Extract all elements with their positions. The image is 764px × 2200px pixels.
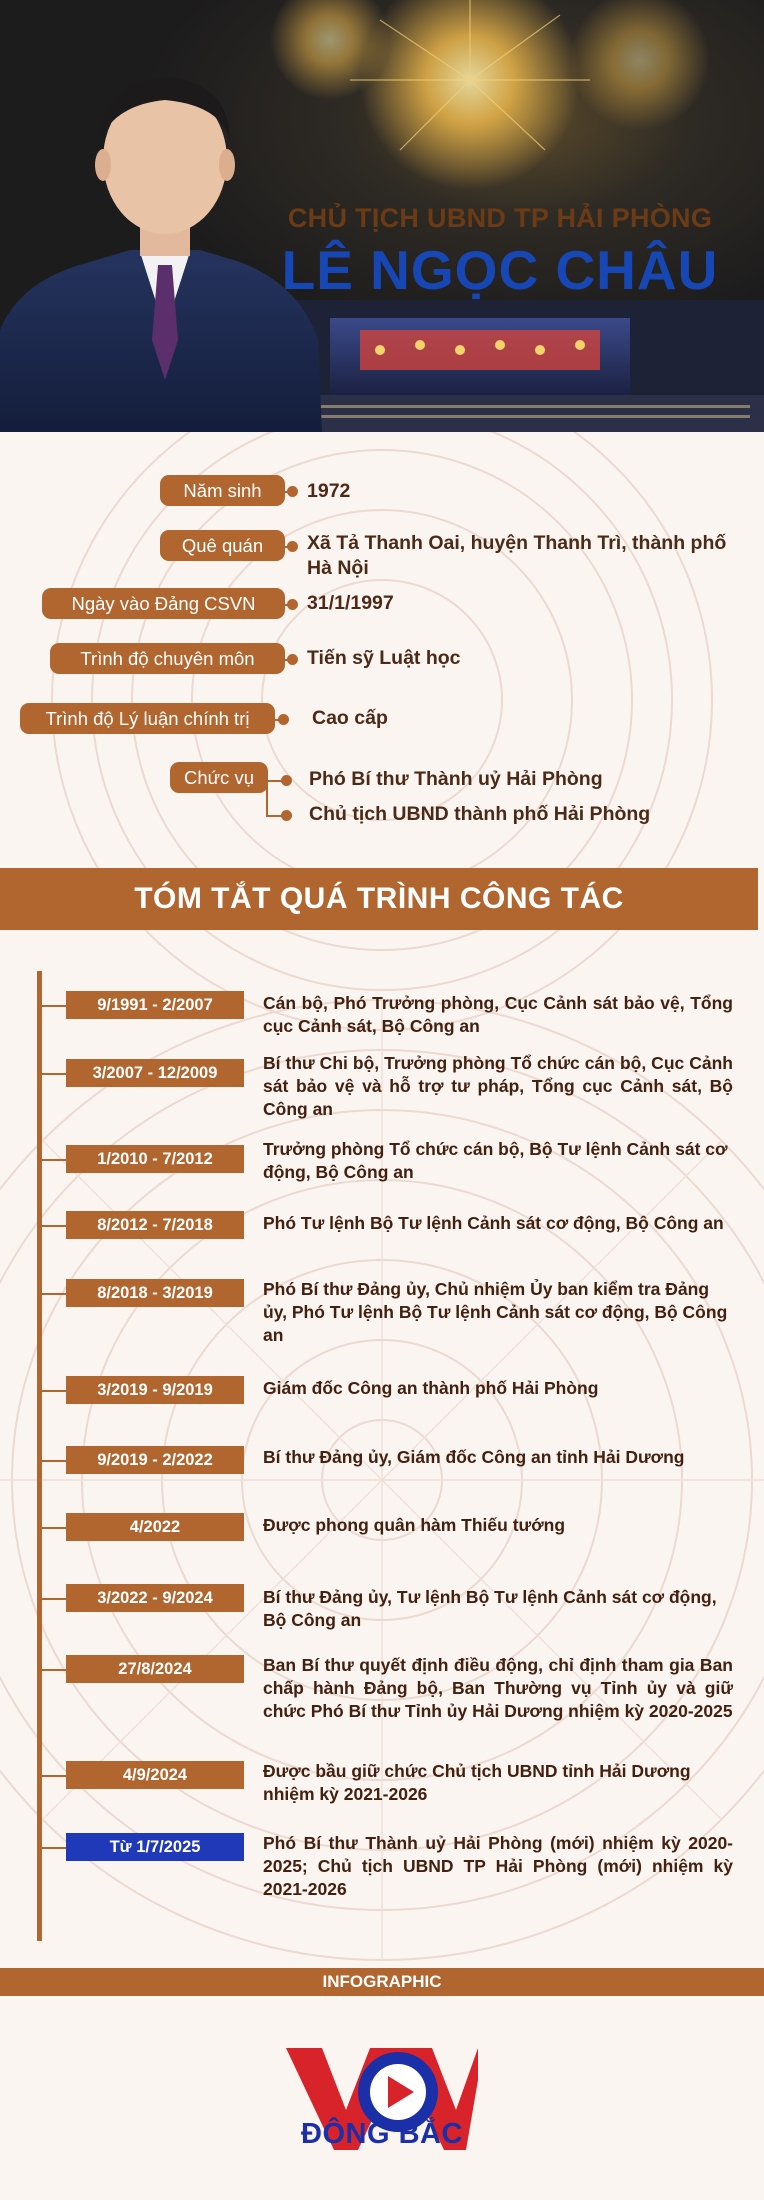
header-title-name: LÊ NGỌC CHÂU	[281, 239, 719, 301]
timeline-axis	[37, 971, 42, 1941]
timeline-connector	[42, 1775, 66, 1777]
timeline-date: 3/2019 - 9/2019	[66, 1376, 244, 1404]
timeline-text: Ban Bí thư quyết định điều động, chỉ định tham gia Ban chấp hành Đảng bộ, Ban Thường vụ Tỉnh ủy và giữ chức Phó Bí thư Tỉnh ủy Hải Dương nhiệm kỳ 2020-2025	[263, 1655, 733, 1721]
label-political-theory: Trình độ Lý luận chính trị	[20, 703, 275, 734]
timeline-date: 27/8/2024	[66, 1655, 244, 1683]
footer-bar	[0, 1968, 764, 1996]
infographic-label: INFOGRAPHIC	[322, 1972, 442, 1991]
timeline-date: 1/2010 - 7/2012	[66, 1145, 244, 1173]
value-education: Tiến sỹ Luật học	[307, 647, 461, 669]
bullet-dot	[287, 654, 298, 665]
value-party-join-date: 31/1/1997	[307, 592, 394, 614]
timeline-date-current: Từ 1/7/2025	[66, 1833, 244, 1861]
timeline-text: Được phong quân hàm Thiếu tướng	[263, 1515, 566, 1535]
timeline-text: Giám đốc Công an thành phố Hải Phòng	[263, 1378, 599, 1398]
bullet-dot	[281, 775, 292, 786]
timeline-connector	[42, 1669, 66, 1671]
timeline-connector	[42, 1527, 66, 1529]
timeline-text: Bí thư Đảng ủy, Giám đốc Công an tỉnh Hải Dương	[263, 1447, 685, 1467]
section-title: TÓM TẮT QUÁ TRÌNH CÔNG TÁC	[134, 882, 624, 915]
brand-subtitle: ĐÔNG BẮC	[301, 2118, 463, 2150]
timeline-date: 3/2022 - 9/2024	[66, 1584, 244, 1612]
timeline-connector	[42, 1159, 66, 1161]
timeline-text: Trưởng phòng Tổ chức cán bộ, Bộ Tư lệnh Cảnh sát cơ động, Bộ Công an	[263, 1139, 728, 1182]
value-political-theory: Cao cấp	[312, 707, 388, 729]
timeline-date: 9/1991 - 2/2007	[66, 991, 244, 1019]
timeline-connector	[42, 1073, 66, 1075]
timeline-date: 8/2012 - 7/2018	[66, 1211, 244, 1239]
value-position-2: Chủ tịch UBND thành phố Hải Phòng	[309, 803, 651, 825]
header-banner	[0, 0, 764, 432]
label-positions: Chức vụ	[170, 762, 268, 793]
timeline-text: Bí thư Chi bộ, Trưởng phòng Tổ chức cán bộ, Cục Cảnh sát bảo vệ và hỗ trợ tư pháp, Tổng cục Cảnh sát, Bộ Công an	[263, 1053, 733, 1119]
value-birth-year: 1972	[307, 480, 351, 502]
timeline-date: 4/9/2024	[66, 1761, 244, 1789]
timeline-connector	[42, 1598, 66, 1600]
timeline-connector	[42, 1225, 66, 1227]
timeline-connector	[42, 1293, 66, 1295]
timeline-text: Được bầu giữ chức Chủ tịch UBND tỉnh Hải Dương nhiệm kỳ 2021-2026	[263, 1761, 691, 1804]
bullet-dot	[281, 810, 292, 821]
bullet-dot	[278, 714, 289, 725]
timeline-date: 9/2019 - 2/2022	[66, 1446, 244, 1474]
value-position-1: Phó Bí thư Thành uỷ Hải Phòng	[309, 768, 603, 790]
section-banner	[0, 868, 758, 930]
header-title-position: CHỦ TỊCH UBND TP HẢI PHÒNG	[287, 203, 713, 233]
value-hometown-line2: Hà Nội	[307, 557, 369, 579]
label-party-join-date: Ngày vào Đảng CSVN	[42, 588, 285, 619]
bullet-dot	[287, 541, 298, 552]
timeline-connector	[42, 1390, 66, 1392]
timeline-connector	[42, 1847, 66, 1849]
bullet-dot	[287, 486, 298, 497]
timeline-text: Phó Bí thư Thành uỷ Hải Phòng (mới) nhiệm kỳ 2020-2025; Chủ tịch UBND TP Hải Phòng (mới) nhiệm kỳ 2021-2026	[263, 1833, 733, 1899]
timeline-date: 3/2007 - 12/2009	[66, 1059, 244, 1087]
timeline-text: Phó Bí thư Đảng ủy, Chủ nhiệm Ủy ban kiểm tra Đảng ủy, Phó Tư lệnh Bộ Tư lệnh Cảnh sát cơ động, Bộ Công an	[263, 1279, 728, 1345]
timeline-text: Cán bộ, Phó Trưởng phòng, Cục Cảnh sát bảo vệ, Tổng cục Cảnh sát, Bộ Công an	[263, 993, 733, 1036]
timeline-connector	[42, 1005, 66, 1007]
connector	[266, 777, 268, 817]
label-hometown: Quê quán	[160, 530, 285, 561]
bullet-dot	[287, 599, 298, 610]
label-education: Trình độ chuyên môn	[50, 643, 285, 674]
timeline-date: 8/2018 - 3/2019	[66, 1279, 244, 1307]
label-birth-year: Năm sinh	[160, 475, 285, 506]
timeline-date: 4/2022	[66, 1513, 244, 1541]
timeline-connector	[42, 1460, 66, 1462]
timeline-text: Phó Tư lệnh Bộ Tư lệnh Cảnh sát cơ động, Bộ Công an	[263, 1213, 724, 1233]
value-hometown-line1: Xã Tả Thanh Oai, huyện Thanh Trì, thành phố	[307, 532, 727, 554]
timeline-text: Bí thư Đảng ủy, Tư lệnh Bộ Tư lệnh Cảnh sát cơ động, Bộ Công an	[263, 1587, 717, 1630]
